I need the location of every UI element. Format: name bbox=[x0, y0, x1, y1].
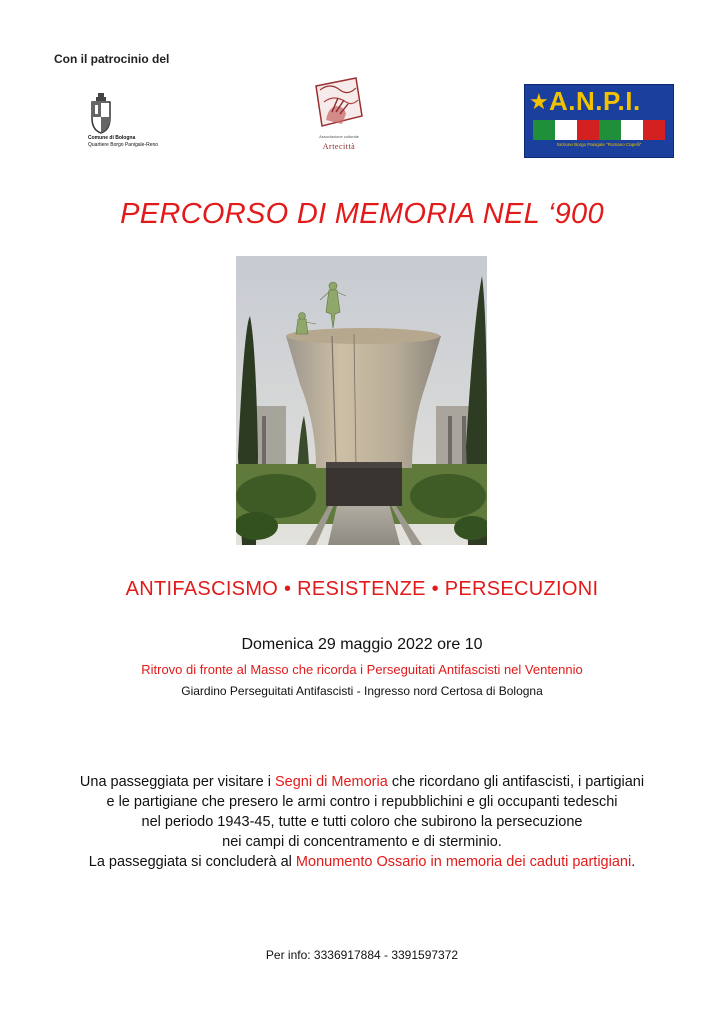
event-subtitle: ANTIFASCISMO • RESISTENZE • PERSECUZIONI bbox=[125, 578, 599, 600]
bologna-crest-icon bbox=[90, 92, 112, 134]
highlight-monumento: Monumento Ossario in memoria dei caduti partigiani bbox=[295, 854, 632, 870]
anpi-title: A.N.P.I. bbox=[549, 86, 641, 116]
description-line-5: La passeggiata si concluderà al Monumento Ossario in memoria dei caduti partigiani. bbox=[88, 854, 636, 870]
contact-info: Per info: 3336917884 - 3391597372 bbox=[265, 948, 459, 962]
event-date: Domenica 29 maggio 2022 ore 10 bbox=[241, 636, 483, 653]
page-title: PERCORSO DI MEMORIA NEL ‘900 bbox=[120, 198, 604, 230]
monument-photo bbox=[236, 256, 487, 545]
comune-name: Comune di Bologna bbox=[88, 135, 136, 141]
description-line-3: nel periodo 1943-45, tutte e tutti coloro che subirono la persecuzione bbox=[141, 814, 583, 830]
star-icon: ★ bbox=[529, 89, 549, 114]
event-description bbox=[30, 772, 694, 872]
comune-bologna-logo bbox=[86, 92, 176, 154]
artecitta-name: Artecittà bbox=[322, 142, 356, 151]
quartiere-name: Quartiere Borgo Panigale-Reno bbox=[88, 142, 159, 148]
artecitta-hand-icon bbox=[306, 72, 368, 134]
italian-flag-icon bbox=[533, 120, 665, 140]
anpi-logo bbox=[524, 84, 674, 158]
artecitta-tagline: Associazione culturale bbox=[319, 134, 359, 139]
event-place: Giardino Perseguitati Antifascisti - Ingresso nord Certosa di Bologna bbox=[181, 684, 543, 698]
patronage-label: Con il patrocinio del bbox=[54, 52, 170, 66]
meeting-point: Ritrovo di fronte al Masso che ricorda i Perseguitati Antifascisti nel Ventennio bbox=[141, 662, 583, 677]
description-line-1: Una passeggiata per visitare i Segni di Memoria che ricordano gli antifascisti, i partigiani bbox=[79, 774, 645, 790]
description-line-2: e le partigiane che presero le armi contro i repubblichini e gli occupanti tedeschi bbox=[106, 794, 618, 810]
description-line-4: nei campi di concentramento e di sterminio. bbox=[222, 834, 502, 850]
highlight-segni: Segni di Memoria bbox=[274, 774, 388, 790]
anpi-section-name: Sezione Borgo Panigale "Romano Capelli" bbox=[556, 142, 642, 147]
artecitta-logo bbox=[304, 72, 374, 156]
